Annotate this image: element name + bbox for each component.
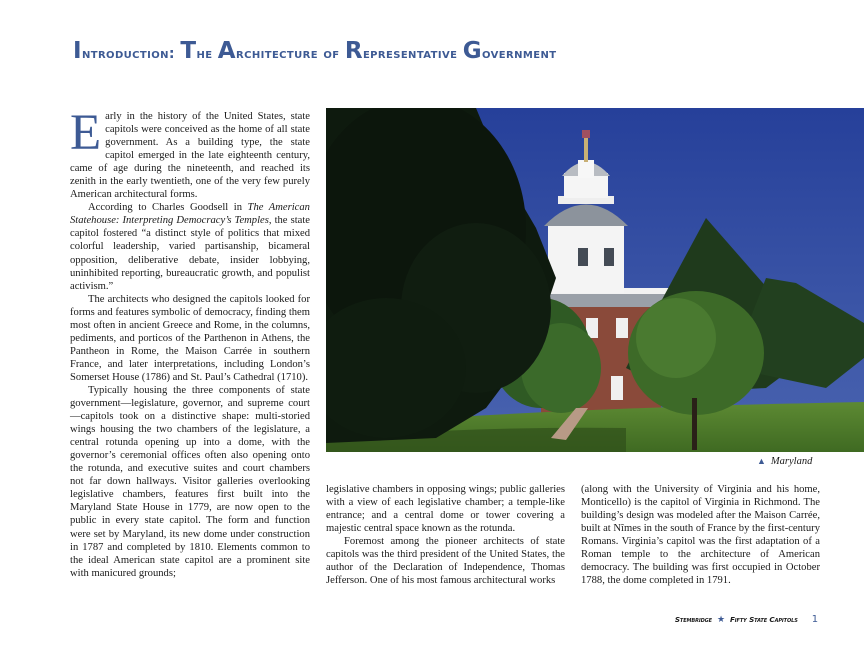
page-title — [73, 38, 556, 64]
footer-book-title: Fifty State Capitols — [729, 615, 798, 624]
paragraph: Foremost among the pioneer architects of state capitols was the third president of the United States, the author of the Declaration of Independence, Thomas Jefferson. One of his most famous architectural works — [326, 536, 565, 587]
text-column-3 — [581, 483, 820, 587]
page-number: 1 — [811, 614, 818, 625]
drop-cap: E — [70, 105, 102, 161]
book-title-citation: The American Statehouse: Interpreting Democracy’s Temples — [70, 202, 310, 227]
title-word: The — [180, 38, 218, 64]
title-word: Introduction: — [73, 38, 181, 64]
paragraph: Early in the history of the United States, state capitols were conceived as the home of all state government. As a building type, the state capitol emerged in the late eighteenth century, came of age during the nineteenth, and reached its zenith in the early twentieth, one of the very few purely American architectural forms. — [70, 105, 310, 201]
footer-author: Stembridge — [674, 615, 712, 624]
paragraph: Typically housing the three components of state government—legislature, governor, and supreme court—capitols took on a distinctive shape: multi-storied wings housing the two chambers of the legislature, a central rotunda opening up into a dome, with the governor’s ceremonial offices often also opening onto the rotunda, and executive suites and court chambers not far down hallways. Visitor galleries overlooking legislative chambers, features first built into the Maryland State House in 1779, are now open to the public in every state capitol. The form and function were set by Maryland, its new dome under construction in 1787 and completed by 1810. Elements common to the ideal American state capitol are a prominent site with manicured grounds; — [70, 384, 310, 579]
paragraph: According to Charles Goodsell in The American Statehouse: Interpreting Democracy’s Temples, the state capitol fostered “a distinct style of politics that mixed colorful leadership, varied partisanship, bicameral opposition, deliberative debate, insider lobbying, uninhibited reporting, bureaucratic growth, and populist activism.” — [70, 202, 310, 292]
text-column-1 — [70, 105, 310, 580]
paragraph: The architects who designed the capitols looked for forms and features symbolic of democracy, finding them most often in ancient Greece and Rome, in the columns, pediments, and porticos of the Parthenon in Athens, the Pantheon in Rome, the Maison Carrée in southern France, and later interpretations, including London’s Somerset House (1786) and St. Paul’s Cathedral (1710). — [70, 293, 310, 383]
title-word: Architecture of — [217, 38, 345, 64]
running-footer — [675, 614, 818, 625]
title-word: Representative — [344, 38, 463, 64]
triangle-up-icon: ▲ — [757, 456, 766, 466]
caption-text: Maryland — [770, 456, 813, 467]
title-word: Government — [462, 38, 557, 64]
paragraph: legislative chambers in opposing wings; public galleries with a view of each legislative chamber; a temple-like entrance; and a central dome or tower covering a majestic central space known as the rotunda. — [326, 484, 565, 535]
text-column-2 — [326, 483, 565, 587]
star-icon: ★ — [717, 615, 725, 625]
paragraph: (along with the University of Virginia and his home, Monticello) is the capitol of Virginia in Richmond. The building’s design was modeled after the Maison Carrée, built at Nîmes in the south of France by the first-century Romans. Virginia’s capitol was the first adaptation of a Roman temple to the architecture of American democracy. The building was first occupied in October 1788, the dome completed in 1791. — [581, 484, 820, 587]
photo-caption — [757, 456, 812, 467]
maryland-capitol-photo — [326, 108, 864, 452]
